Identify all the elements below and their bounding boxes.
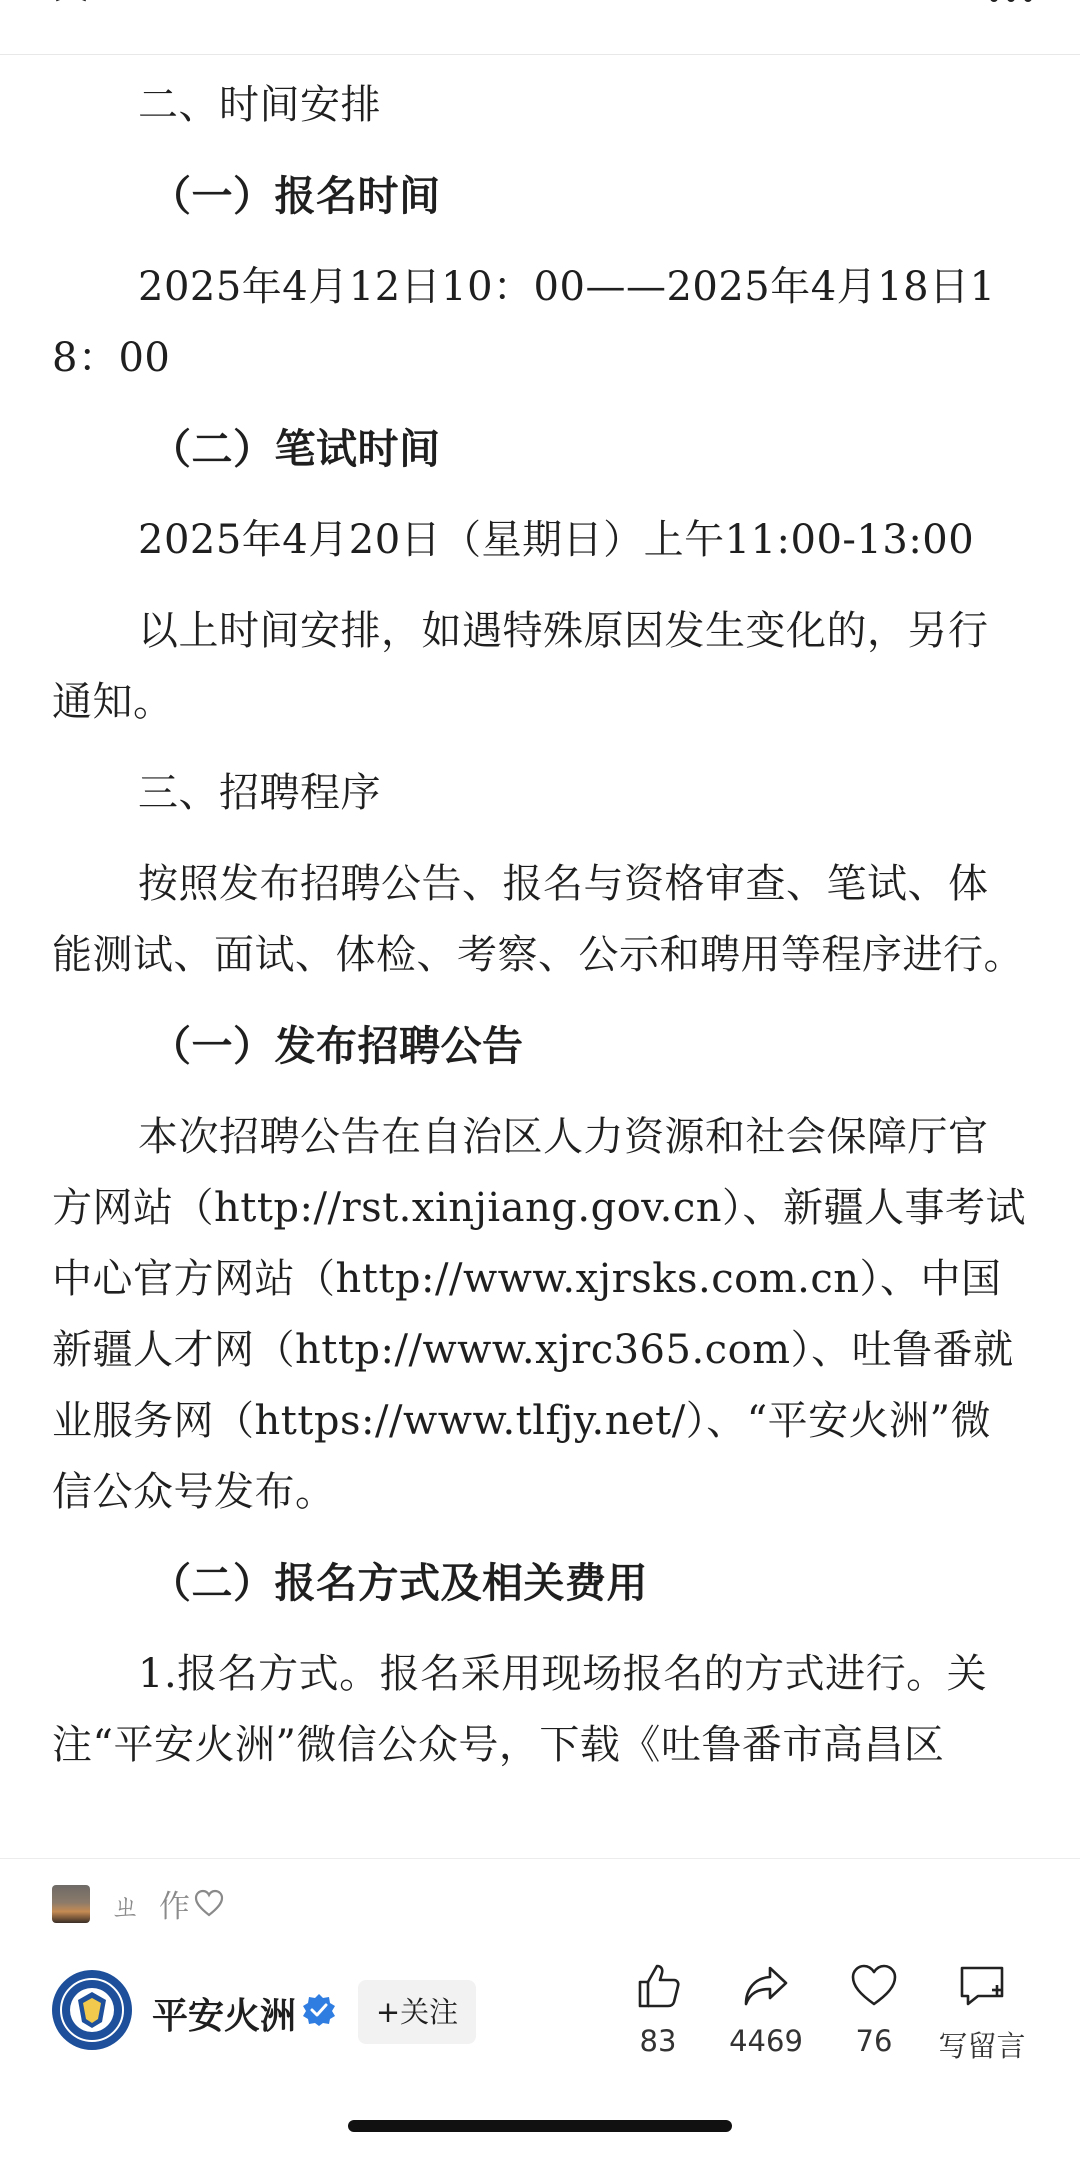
section-heading-schedule: 二、时间安排 [138,82,381,128]
follow-button[interactable]: +关注 [358,1980,476,2044]
exam-time-text: 2025年4月20日（星期日）上午11:00-13:00 [138,517,975,563]
article-body [52,70,1028,1801]
comment-icon [956,1960,1008,2012]
top-bar [0,0,1080,55]
registration-time-text: 2025年4月12日10：00——2025年4月18日18：00 [52,264,996,381]
verified-badge-icon [302,1993,336,2027]
liked-by-text: ㄓ 作 [110,1889,194,1925]
registration-method-text: 1.报名方式。报名采用现场报名的方式进行。关注“平安火洲”微信公众号，下载《吐鲁番市高昌区 [52,1651,988,1768]
favorite-button[interactable] [814,1960,934,2058]
subheading-publish-notice: （一）发布招聘公告 [150,1022,524,1070]
procedure-text: 按照发布招聘公告、报名与资格审查、笔试、体能测试、面试、体检、考察、公示和聘用等程序进行。 [52,861,1024,978]
subheading-registration-method: （二）报名方式及相关费用 [150,1559,648,1607]
favorite-count: 76 [855,2024,893,2058]
close-icon[interactable] [52,0,92,18]
liker-avatar [52,1885,90,1923]
section-heading-procedure: 三、招聘程序 [138,770,381,816]
share-count: 4469 [729,2024,803,2058]
publish-notice-text: 本次招聘公告在自治区人力资源和社会保障厅官方网站（http://rst.xinjiang.gov.cn）、新疆人事考试中心官方网站（http://www.xjrsks.com.cn）、中国新疆人才网（http://www.xjrc365.com）、吐鲁番就业服务网（https://www.tlfjy.net/）、“平安火洲”微信公众号发布。 [52,1114,1027,1515]
share-icon [740,1960,792,2012]
subheading-exam-time: （二）笔试时间 [150,425,441,473]
like-count: 83 [639,2024,677,2058]
heart-outline-icon [194,1889,224,1917]
thumbs-up-icon [632,1960,684,2012]
schedule-note: 以上时间安排，如遇特殊原因发生变化的，另行通知。 [52,608,989,725]
home-indicator[interactable] [348,2120,732,2132]
account-avatar[interactable] [52,1970,132,2050]
like-button[interactable] [598,1960,718,2058]
comment-button[interactable] [922,1960,1042,2065]
share-button[interactable] [706,1960,826,2058]
more-icon[interactable] [986,0,1036,6]
account-name[interactable]: 平安火洲 [152,1996,297,2037]
liked-by-bar[interactable] [0,1858,1080,1951]
police-emblem-icon [52,1970,132,2050]
subheading-registration-time: （一）报名时间 [150,172,441,220]
heart-icon [848,1960,900,2012]
comment-label: 写留言 [938,2029,1026,2063]
